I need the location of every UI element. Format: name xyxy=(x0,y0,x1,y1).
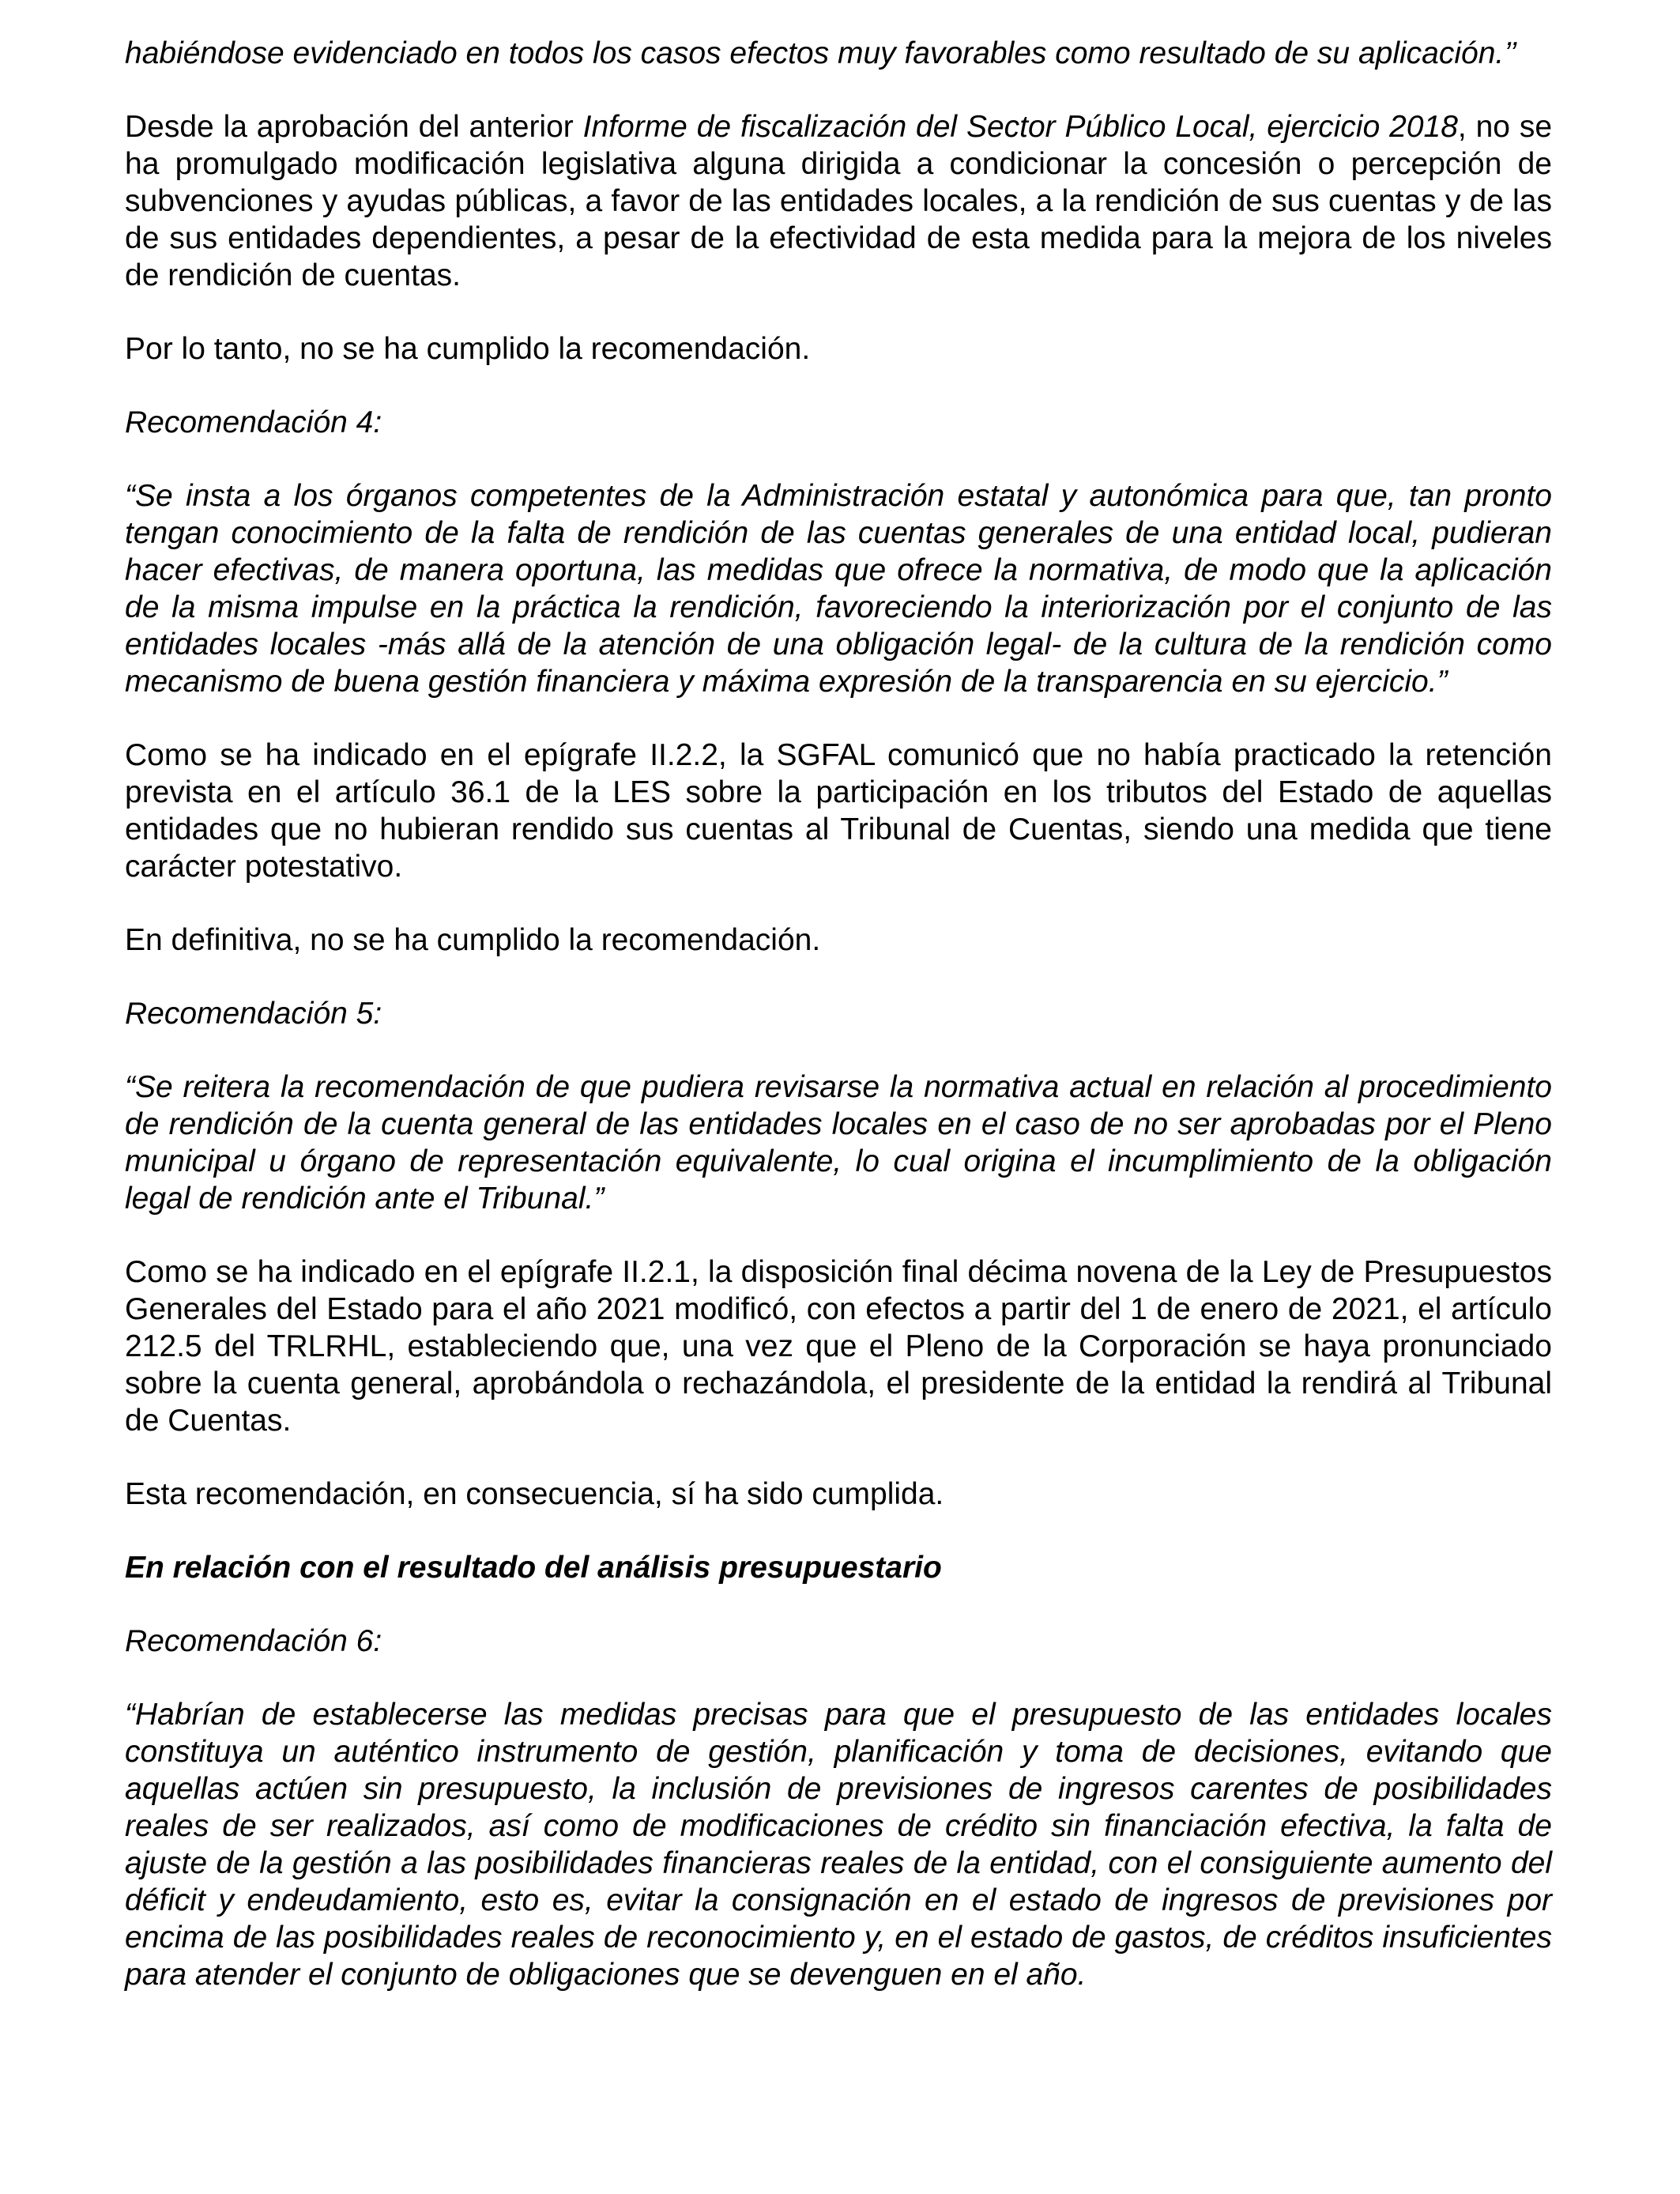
conclusion-rec5: Esta recomendación, en consecuencia, sí ha sido cumplida. xyxy=(125,1477,944,1511)
paragraph-sgfal: Como se ha indicado en el epígrafe II.2.2, la SGFAL comunicó que no había practicado la retención prevista en el artículo 36.1 de la LES sobre la participación en los tributos del Estado de aquellas entidades que no hubieran rendido sus cuentas al Tribunal de Cuentas, siendo una medida que tiene carácter potestativo. xyxy=(125,738,1552,884)
recommendation-6-quote: “Habrían de establecerse las medidas precisas para que el presupuesto de las entidades locales constituya un auténtico instrumento de gestión, planificación y toma de decisiones, evitando que aquellas actúen sin presupuesto, la inclusión de previsiones de ingresos carentes de posibilidades reales de ser realizados, así como de modificaciones de crédito sin financiación efectiva, la falta de ajuste de la gestión a las posibilidades financieras reales de la entidad, con el consiguiente aumento del déficit y endeudamiento, esto es, evitar la consignación en el estado de ingresos de previsiones por encima de las posibilidades reales de reconocimiento y, en el estado de gastos, de créditos insuficientes para atender el conjunto de obligaciones que se devenguen en el año. xyxy=(125,1698,1552,1992)
recommendation-4-heading: Recomendación 4: xyxy=(125,405,382,439)
paragraph-informe-2018 xyxy=(125,108,1552,294)
paragraph-text-end: , no se ha promulgado modificación legislativa alguna dirigida a condicionar la concesión o percepción de subvenciones y ayudas públicas, a favor de las entidades locales, a la rendición de sus cuentas y de las de sus entidades dependientes, a pesar de la efectividad de esta medida para la mejora de los niveles de rendición de cuentas. xyxy=(125,110,1553,292)
conclusion-rec3: Por lo tanto, no se ha cumplido la recomendación. xyxy=(125,332,811,366)
report-title-reference: Informe de fiscalización del Sector Público Local, ejercicio 2018 xyxy=(582,110,1458,144)
paragraph-ley-presupuestos: Como se ha indicado en el epígrafe II.2.1, la disposición final décima novena de la Ley de Presupuestos Generales del Estado para el año 2021 modificó, con efectos a partir del 1 de enero de 2021, el artículo 212.5 del TRLRHL, estableciendo que, una vez que el Pleno de la Corporación se haya pronunciado sobre la cuenta general, aprobándola o rechazándola, el presidente de la entidad la rendirá al Tribunal de Cuentas. xyxy=(125,1255,1552,1438)
recommendation-6-heading: Recomendación 6: xyxy=(125,1624,382,1658)
document-page xyxy=(125,35,1552,1993)
section-heading: En relación con el resultado del análisis presupuestario xyxy=(125,1551,942,1585)
paragraph-text-start: Desde la aprobación del anterior xyxy=(125,110,583,144)
quote-continuation: habiéndose evidenciado en todos los casos efectos muy favorables como resultado de su aplicación.’’ xyxy=(125,36,1517,70)
recommendation-5-heading: Recomendación 5: xyxy=(125,997,382,1031)
recommendation-4-quote: “Se insta a los órganos competentes de la Administración estatal y autonómica para que, tan pronto tengan conocimiento de la falta de rendición de las cuentas generales de una entidad local, pudieran hacer efectivas, de manera oportuna, las medidas que ofrece la normativa, de modo que la aplicación de la misma impulse en la práctica la rendición, favoreciendo la interiorización por el conjunto de las entidades locales -más allá de la atención de una obligación legal- de la cultura de la rendición como mecanismo de buena gestión financiera y máxima expresión de la transparencia en su ejercicio.” xyxy=(125,479,1552,699)
recommendation-5-quote: “Se reitera la recomendación de que pudiera revisarse la normativa actual en relación al procedimiento de rendición de la cuenta general de las entidades locales en el caso de no ser aprobadas por el Pleno municipal u órgano de representación equivalente, lo cual origina el incumplimiento de la obligación legal de rendición ante el Tribunal.” xyxy=(125,1070,1552,1216)
conclusion-rec4: En definitiva, no se ha cumplido la recomendación. xyxy=(125,923,821,957)
